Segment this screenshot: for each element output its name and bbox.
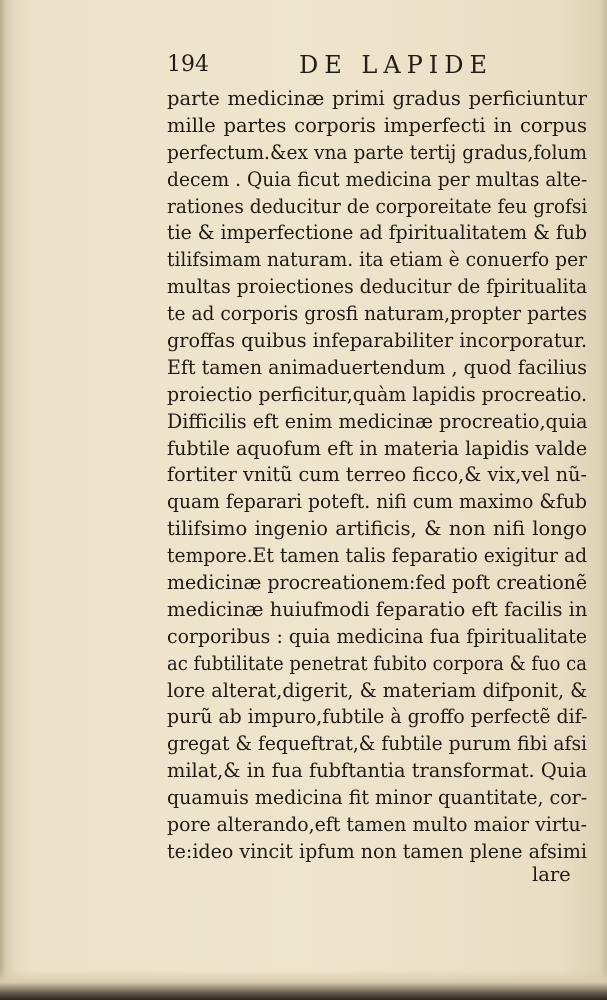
page-number: 194 <box>167 52 209 77</box>
text-line: groffas quibus infeparabiliter incorporatur. <box>167 329 588 353</box>
text-line: ac fubtilitate penetrat fubito corpora & fuo ca <box>167 651 587 675</box>
text-line: tempore.Et tamen talis feparatio exigitur ad <box>167 544 588 568</box>
text-line: quamuis medicina fit minor quantitate, cor- <box>167 786 588 810</box>
text-line: medicinæ huiufmodi feparatio eft facilis in <box>167 597 588 621</box>
text-line: fortiter vnitũ cum terreo ficco,& vix,vel nũ- <box>167 463 587 487</box>
text-line: rationes deducitur de corporeitate feu grofsi <box>167 194 588 218</box>
running-title: DE LAPIDE <box>299 51 494 79</box>
text-line: Difficilis eft enim medicinæ procreatio,quia <box>167 409 588 433</box>
text-line: decem . Quia ficut medicina per multas alte- <box>167 167 588 191</box>
page-bottom-shadow <box>0 970 607 1000</box>
text-line: multas proiectiones deducitur de fpiritualita <box>167 275 588 299</box>
text-line: fubtile aquofum eft in materia lapidis valde <box>167 436 588 460</box>
page-header <box>167 50 527 80</box>
body-text <box>167 86 587 866</box>
text-line: te:ideo vincit ipfum non tamen plene afsimi <box>167 839 588 863</box>
text-line: mille partes corporis imperfecti in corpus <box>167 113 587 137</box>
text-line: gregat & fequeftrat,& fubtile purum fibi afsi <box>167 732 587 756</box>
text-line: quam feparari poteft. nifi cum maximo &fub <box>167 490 587 514</box>
text-line: tilifsimo ingenio artificis, & non nifi longo <box>167 517 587 541</box>
text-line: proiectio perficitur,quàm lapidis procreatio. <box>167 382 588 406</box>
text-line: tie & imperfectione ad fpiritualitatem & fub <box>167 221 587 245</box>
text-line: pore alterando,eft tamen multo maior virtu- <box>167 813 587 837</box>
text-line: Eft tamen animaduertendum , quod facilius <box>167 355 587 379</box>
text-line: tilifsimam naturam. ita etiam è conuerfo per <box>167 248 587 272</box>
text-line: te ad corporis grosfi naturam,propter partes <box>167 302 587 326</box>
catchword: lare <box>532 863 571 886</box>
text-line: purũ ab impuro,fubtile à groffo perfectẽ dif- <box>167 705 588 729</box>
text-line: medicinæ procreationem:fed poft creationẽ <box>167 571 588 595</box>
text-line: parte medicinæ primi gradus perficiuntur <box>167 87 587 110</box>
text-line: lore alterat,digerit, & materiam difponit, & <box>167 678 588 702</box>
text-line: milat,& in fua fubftantia transformat. Quia <box>167 759 587 783</box>
text-line: corporibus : quia medicina fua fpiritualitate <box>167 624 587 648</box>
text-line: perfectum.&ex vna parte tertij gradus,folum <box>167 140 587 164</box>
